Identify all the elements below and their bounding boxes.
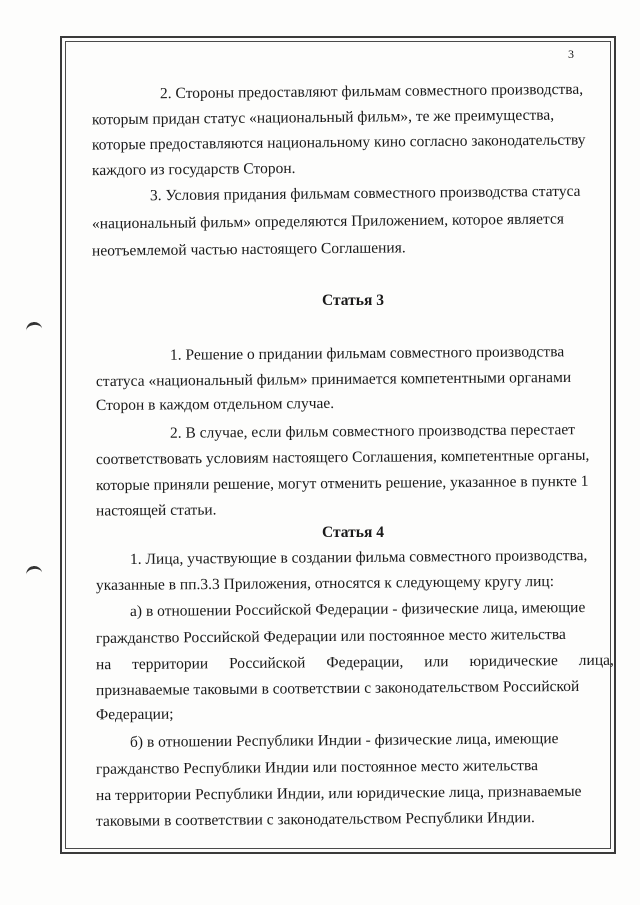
text-line: 1. Лица, участвующие в создании фильма совместного производства, [129,547,588,568]
text-line: Федерации; [95,705,174,724]
text-line: 1. Решение о придании фильмам совместного производства [169,343,565,364]
text-line: гражданство Российской Федерации или постоянное место жительства [95,625,566,648]
text-line: таковыми в соответствии с законодательством Республики Индии. [95,809,535,830]
article-4-heading: Статья 4 [322,524,384,541]
article-3-heading: Статья 3 [322,292,384,309]
text-line: которые предоставляются национальному кино согласно законодательству [91,131,586,154]
text-line: статуса «национальный фильм» принимается компетентными органами [95,368,572,391]
text-line: соответствовать условиям настоящего Соглашения, компетентные органы, [95,446,590,469]
text-line: а) в отношении Российской Федерации - физические лица, имеющие [129,599,586,620]
text-line: указанные в пп.3.3 Приложения, относятся к следующему кругу лиц: [95,573,555,594]
text-line: настоящей статьи. [95,501,217,520]
text-line: на территории Российской Федерации, или юридические лица, [95,651,614,674]
text-line: 2. В случае, если фильм совместного производства перестает [169,421,576,442]
page-number: 3 [568,47,574,61]
text-line: 3. Условия придания фильмам совместного производства статуса [149,182,581,205]
text-line: которые приняли решение, могут отменить решение, указанное в пункте 1 [95,472,589,495]
text-line: неотъемлемой частью настоящего Соглашения. [91,239,406,260]
text-line: б) в отношении Республики Индии - физические лица, имеющие [129,730,559,751]
text-line: 2. Стороны предоставляют фильмам совместного производства, [159,80,584,103]
text-line: Сторон в каждом отдельном случае. [95,394,335,415]
text-line: признаваемые таковыми в соответствии с законодательством Российской [95,677,580,700]
text-line: каждого из государств Сторон. [91,159,296,180]
text-line: на территории Республики Индии, или юридические лица, признаваемые [95,782,582,805]
text-line: которым придан статус «национальный фильм», те же преимущества, [91,106,555,129]
text-line: гражданство Республики Индии или постоянное место жительства [95,757,539,778]
punch-hole-mark [25,321,43,335]
punch-hole-mark [25,565,43,579]
text-line: «национальный фильм» определяются Приложением, которое является [91,210,564,233]
